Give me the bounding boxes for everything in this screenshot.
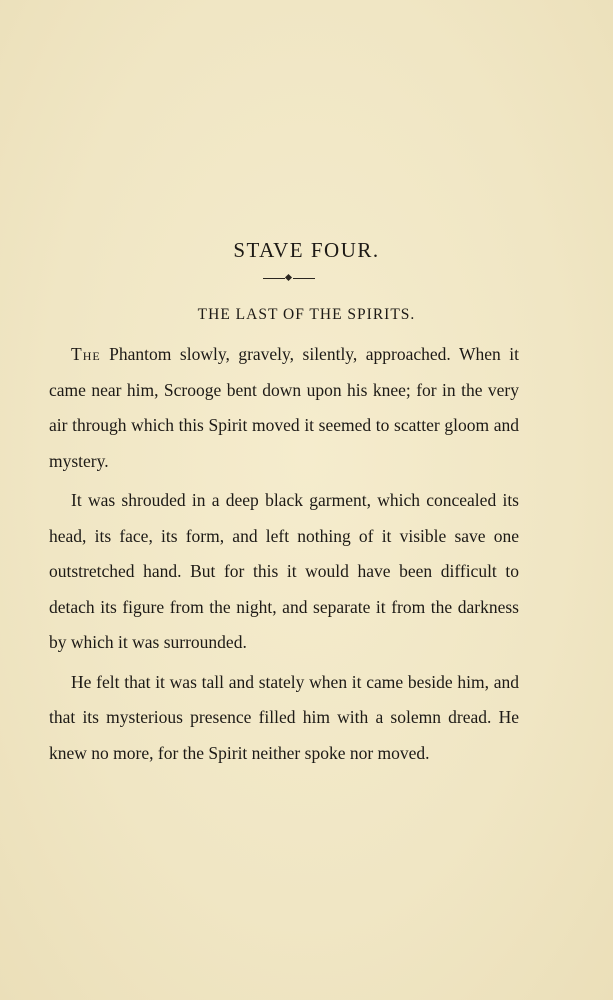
ornament-divider xyxy=(263,274,315,284)
ornament-line-left xyxy=(263,278,285,279)
chapter-title: STAVE FOUR. xyxy=(233,238,380,262)
paragraph-text: Phantom slowly, gravely, silently, approached. When it came near him, Scrooge bent down upon his knee; for in the very air through which this Spirit moved it seemed to scatter gloom and mystery. xyxy=(49,344,519,471)
paragraph-2 xyxy=(49,483,519,661)
body-text xyxy=(49,337,519,771)
paragraph-text: It was shrouded in a deep black garment, which concealed its head, its face, its form, and left nothing of it visible save one outstretched hand. But for this it would have been difficult to detach its figure from the night, and separate it from the darkness by which it was surrounded. xyxy=(49,490,519,652)
chapter-subtitle: THE LAST OF THE SPIRITS. xyxy=(197,306,416,323)
paragraph-text: He felt that it was tall and stately when it came beside him, and that its mysterious presence filled him with a solemn dread. He knew no more, for the Spirit neither spoke nor moved. xyxy=(49,671,519,763)
diamond-icon xyxy=(285,274,292,281)
paragraph-3 xyxy=(49,665,519,772)
paragraph-lead-word: The xyxy=(71,344,101,364)
ornament-line-right xyxy=(293,278,315,279)
paragraph-1 xyxy=(49,337,519,479)
